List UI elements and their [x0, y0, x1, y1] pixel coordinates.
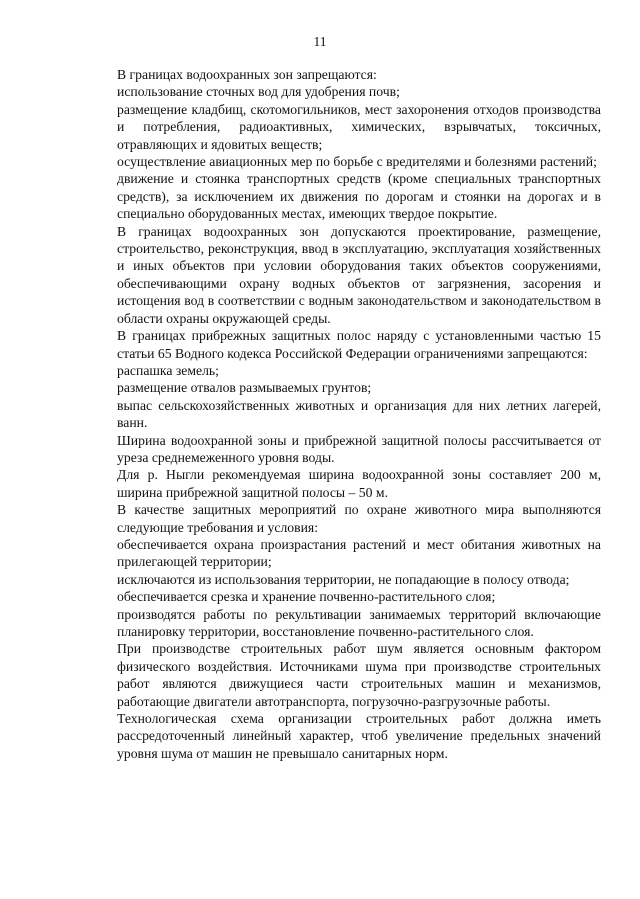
paragraph: обеспечивается срезка и хранение почвенно-растительного слоя;: [117, 589, 496, 605]
paragraph: Ширина водоохранной зоны и прибрежной защитной полосы рассчитывается от уреза среднемеженного уровня воды.: [117, 432, 601, 465]
paragraph: При производстве строительных работ шум является основным фактором физического воздействия. Источниками шума при производстве строительных работ являются движущиеся части строительных машин и механизмов, работающие двигатели автотранспорта, погрузочно-разгрузочные работы.: [117, 641, 601, 709]
paragraph: использование сточных вод для удобрения почв;: [117, 84, 400, 100]
paragraph: В качестве защитных мероприятий по охране животного мира выполняются следующие требования и условия:: [117, 502, 601, 535]
paragraph: производятся работы по рекультивации занимаемых территорий включающие планировку территории, восстановление почвенно-растительного слоя.: [117, 606, 601, 639]
paragraph: осуществление авиационных мер по борьбе с вредителями и болезнями растений;: [117, 154, 597, 170]
paragraph: распашка земель;: [117, 362, 219, 378]
document-body: [117, 66, 601, 762]
paragraph: размещение кладбищ, скотомогильников, мест захоронения отходов производства и потребления, радиоактивных, химических, взрывчатых, токсичных, отравляющих и ядовитых веществ;: [117, 101, 601, 152]
paragraph: выпас сельскохозяйственных животных и организация для них летних лагерей, ванн.: [117, 397, 601, 431]
paragraph: В границах прибрежных защитных полос наряду с установленными частью 15 статьи 65 Водного кодекса Российской Федерации ограничениями запрещаются:: [117, 328, 601, 361]
paragraph: В границах водоохранных зон запрещаются:: [117, 67, 377, 82]
paragraph: исключаются из использования территории, не попадающие в полосу отвода;: [117, 571, 570, 587]
paragraph: обеспечивается охрана произрастания растений и мест обитания животных на прилегающей территории;: [117, 536, 601, 570]
paragraph: размещение отвалов размываемых грунтов;: [117, 380, 372, 396]
page-number: 11: [313, 34, 327, 49]
paragraph: Для р. Ныгли рекомендуемая ширина водоохранной зоны составляет 200 м, ширина прибрежной защитной полосы – 50 м.: [117, 467, 601, 500]
paragraph: Технологическая схема организации строительных работ должна иметь рассредоточенный линейный характер, чтоб увеличение предельных значений уровня шума от машин не превышало санитарных норм.: [117, 711, 601, 761]
paragraph: движение и стоянка транспортных средств (кроме специальных транспортных средств), за исключением их движения по дорогам и стоянки на дорогах и в специально оборудованных местах, имеющих твердое покрытие.: [117, 171, 601, 222]
paragraph: В границах водоохранных зон допускаются проектирование, размещение, строительство, реконструкция, ввод в эксплуатацию, эксплуатация хозяйственных и иных объектов при условии оборудования таких объектов сооружениями, обеспечивающими охрану водных объектов от загрязнения, засорения и истощения вод в соответствии с водным законодательством и законодательством в области охраны окружающей среды.: [117, 223, 601, 326]
